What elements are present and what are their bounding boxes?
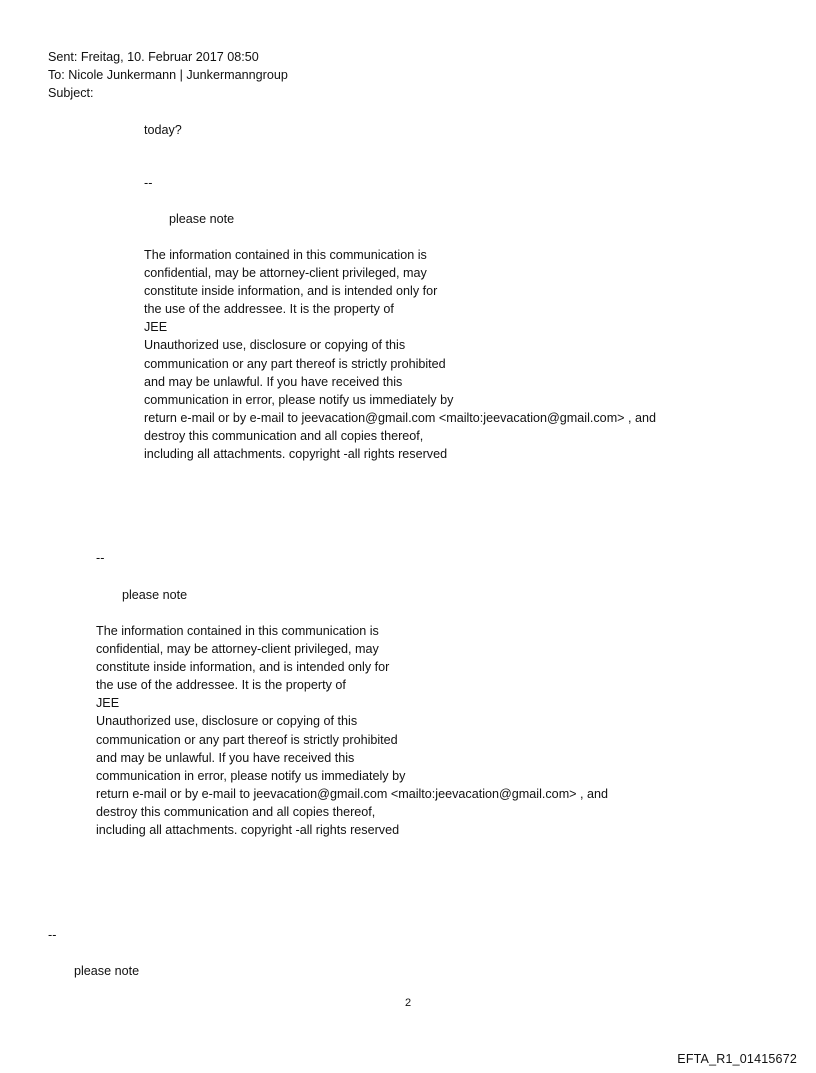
disclaimer-line: communication or any part thereof is strictly prohibited — [144, 356, 446, 371]
disclaimer-line: including all attachments. copyright -all rights reserved — [96, 823, 400, 838]
disclaimer-line: JEE — [96, 696, 120, 711]
disclaimer-line: Unauthorized use, disclosure or copying of this — [96, 714, 358, 729]
disclaimer-line: constitute inside information, and is intended only for — [96, 660, 390, 675]
disclaimer-line-email: return e-mail or by e-mail to jeevacation@gmail.com <mailto:jeevacation@gmail.com> , and — [144, 410, 657, 425]
disclaimer-line-email: return e-mail or by e-mail to jeevacation@gmail.com <mailto:jeevacation@gmail.com> , and — [96, 786, 609, 801]
disclaimer-line: constitute inside information, and is intended only for — [144, 284, 438, 299]
disclaimer-line: JEE — [144, 320, 168, 335]
page-number: 2 — [404, 997, 412, 1009]
disclaimer-line: confidential, may be attorney-client privileged, may — [96, 642, 379, 657]
disclaimer-line: communication in error, please notify us immediately by — [96, 768, 406, 783]
disclaimer-line: The information contained in this communication is — [144, 248, 427, 262]
note-heading-level-1: please note — [122, 588, 188, 602]
separator-level-2: -- — [144, 176, 153, 190]
header-to: To: Nicole Junkermann | Junkermanngroup — [48, 68, 288, 82]
disclaimer-line: Unauthorized use, disclosure or copying of this — [144, 338, 406, 353]
separator-level-0: -- — [48, 928, 57, 942]
disclaimer-line: the use of the addressee. It is the property of — [144, 302, 394, 317]
disclaimer-line: communication or any part thereof is strictly prohibited — [96, 732, 398, 747]
disclaimer-line: destroy this communication and all copies thereof, — [144, 428, 424, 443]
document-id: EFTA_R1_01415672 — [677, 1052, 797, 1066]
reply-body: today? — [144, 123, 182, 137]
note-heading-level-2: please note — [169, 212, 235, 226]
disclaimer-line: destroy this communication and all copies thereof, — [96, 804, 376, 819]
disclaimer-level-1 — [96, 622, 608, 839]
separator-level-1: -- — [96, 551, 105, 565]
disclaimer-line: and may be unlawful. If you have received this — [144, 374, 403, 389]
disclaimer-line: including all attachments. copyright -all rights reserved — [144, 447, 448, 462]
header-subject: Subject: — [48, 86, 94, 100]
disclaimer-level-2 — [144, 246, 656, 463]
disclaimer-line: The information contained in this communication is — [96, 624, 379, 638]
disclaimer-line: and may be unlawful. If you have received this — [96, 750, 355, 765]
disclaimer-line: confidential, may be attorney-client privileged, may — [144, 266, 427, 281]
header-sent: Sent: Freitag, 10. Februar 2017 08:50 — [48, 50, 259, 64]
disclaimer-line: communication in error, please notify us immediately by — [144, 392, 454, 407]
disclaimer-line: the use of the addressee. It is the property of — [96, 678, 346, 693]
note-heading-level-0: please note — [74, 964, 140, 978]
